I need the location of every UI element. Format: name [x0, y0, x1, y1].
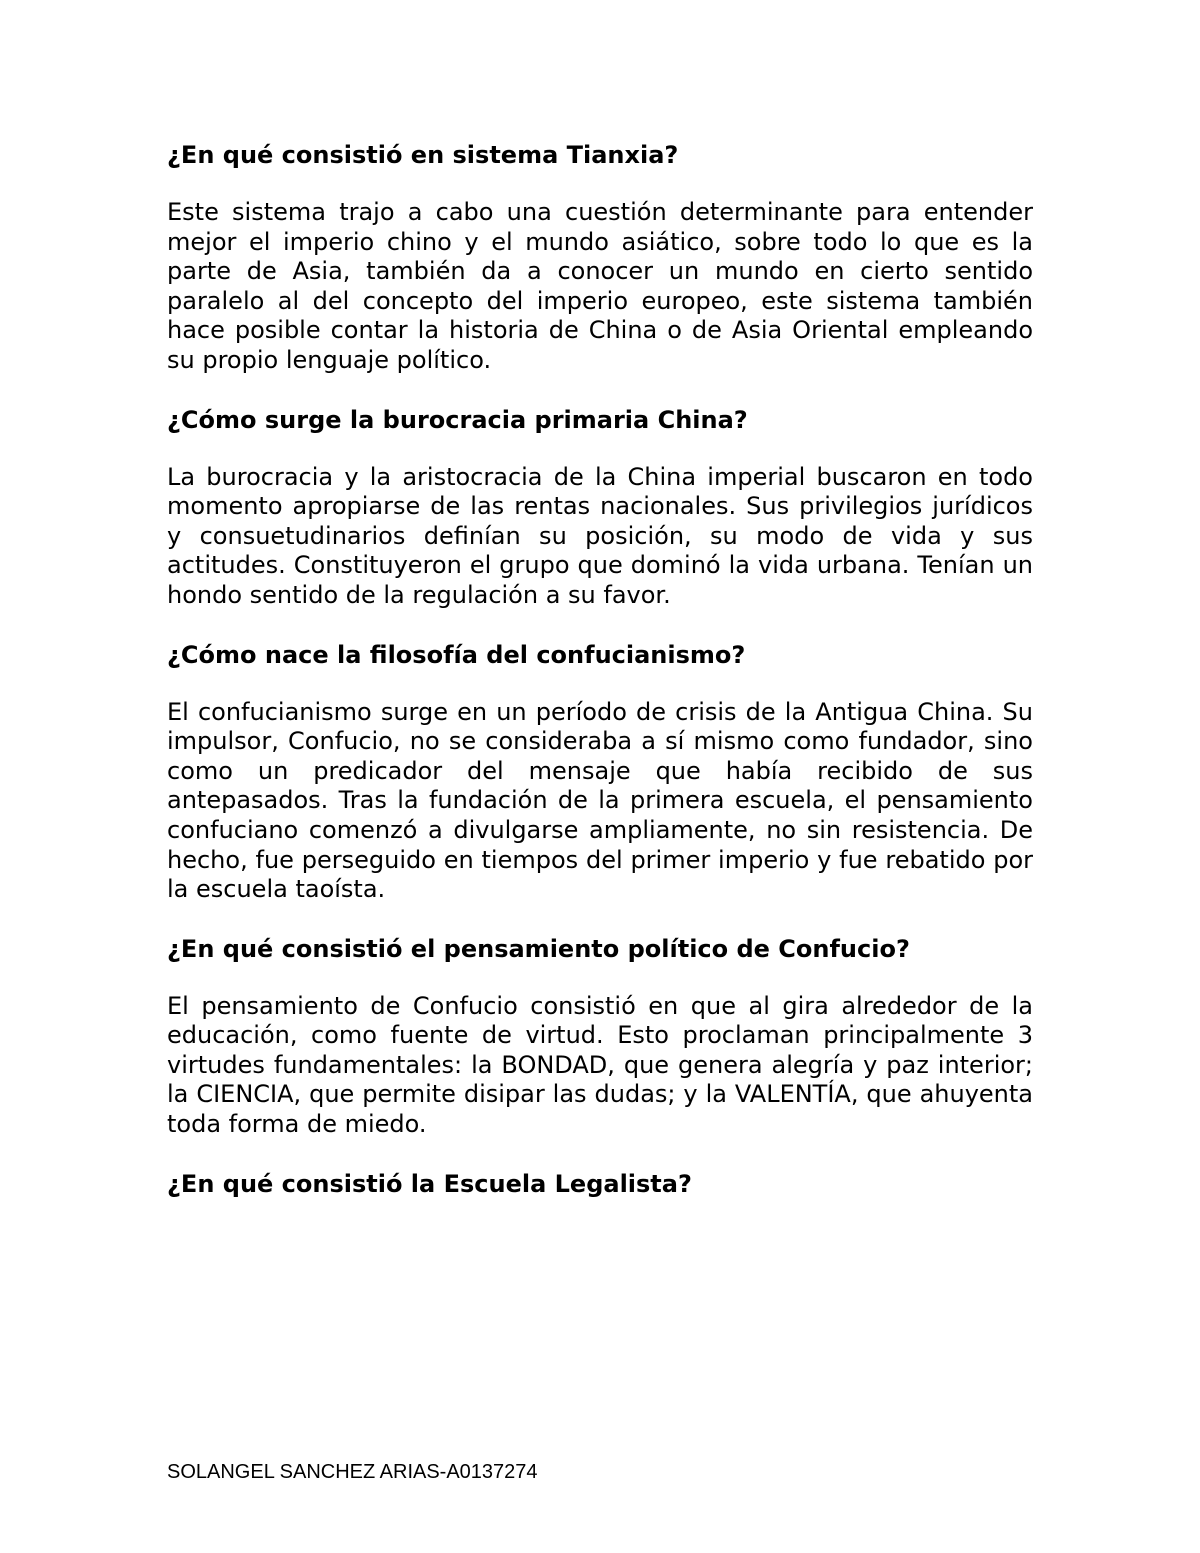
- answer-paragraph-tianxia: Este sistema trajo a cabo una cuestión determinante para entender mejor el imperio chino y el mundo asiático, sobre todo lo que es la parte de Asia, también da a conocer un mundo en cierto sentido paralelo al del concepto del imperio europeo, este sistema también hace posible contar la historia de China o de Asia Oriental empleando su propio lenguaje político.: [167, 198, 1033, 374]
- answer-paragraph-pensamiento-politico: El pensamiento de Confucio consistió en que al gira alrededor de la educación, como fuente de virtud. Esto proclaman principalmente 3 virtudes fundamentales: la BONDAD, que genera alegría y paz interior; la CIENCIA, que permite disipar las dudas; y la VALENTÍA, que ahuyenta toda forma de miedo.: [167, 991, 1033, 1139]
- document-body: [167, 140, 1033, 1227]
- question-heading-tianxia: ¿En qué consistió en sistema Tianxia?: [167, 141, 679, 169]
- question-heading-escuela-legalista: ¿En qué consistió la Escuela Legalista?: [167, 1169, 692, 1198]
- answer-paragraph-burocracia: La burocracia y la aristocracia de la China imperial buscaron en todo momento apropiarse de las rentas nacionales. Sus privilegios jurídicos y consuetudinarios definían su posición, su modo de vida y sus actitudes. Constituyeron el grupo que dominó la vida urbana. Tenían un hondo sentido de la regulación a su favor.: [167, 462, 1033, 609]
- question-heading-confucianismo: ¿Cómo nace la filosofía del confucianismo?: [167, 640, 746, 669]
- answer-paragraph-confucianismo: El confucianismo surge en un período de crisis de la Antigua China. Su impulsor, Confucio, no se consideraba a sí mismo como fundador, sino como un predicador del mensaje que había recibido de sus antepasados. Tras la fundación de la primera escuela, el pensamiento confuciano comenzó a divulgarse ampliamente, no sin resistencia. De hecho, fue perseguido en tiempos del primer imperio y fue rebatido por la escuela taoísta.: [167, 697, 1033, 904]
- page-footer: SOLANGEL SANCHEZ ARIAS-A0137274: [167, 1461, 538, 1483]
- question-heading-pensamiento-politico: ¿En qué consistió el pensamiento político de Confucio?: [167, 934, 910, 963]
- question-heading-burocracia: ¿Cómo surge la burocracia primaria China?: [167, 405, 748, 434]
